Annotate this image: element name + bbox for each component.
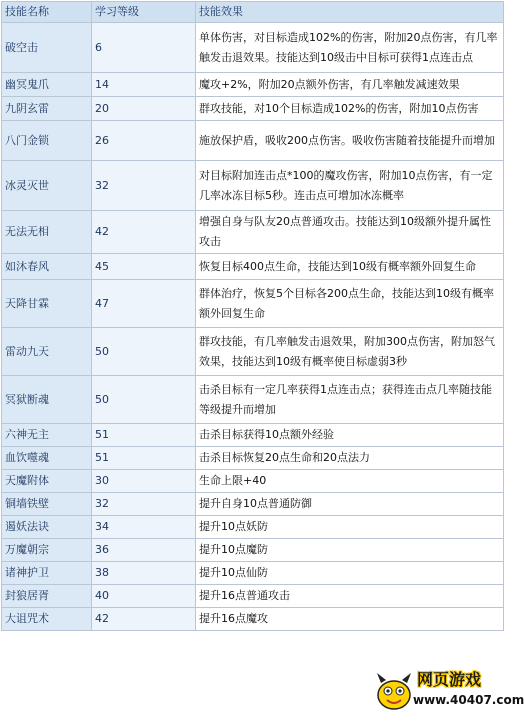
skill-effect-cell: 提升10点妖防 [196,516,504,539]
table-row [2,447,504,470]
table-row [2,376,504,424]
learn-level-cell: 51 [92,424,196,447]
learn-level-cell: 36 [92,539,196,562]
learn-level-cell: 42 [92,211,196,254]
watermark-title: 网页游戏 [417,670,482,689]
table-row [2,254,504,280]
table-row [2,211,504,254]
skill-name-cell: 铜墙铁壁 [2,493,92,516]
skill-effect-cell: 单体伤害，对目标造成102%的伤害，附加20点伤害，有几率触发击退效果。技能达到10级击中目标可获得1点连击点 [196,23,504,73]
skill-name-cell: 六神无主 [2,424,92,447]
learn-level-cell: 50 [92,328,196,376]
table-row [2,23,504,73]
skill-name-cell: 八门金锁 [2,121,92,161]
skill-effect-cell: 提升16点魔攻 [196,608,504,631]
table-row [2,516,504,539]
skill-effect-cell: 魔攻+2%，附加20点额外伤害，有几率触发减速效果 [196,73,504,97]
skill-name-cell: 封狼居胥 [2,585,92,608]
skill-effect-cell: 施放保护盾，吸收200点伤害。吸收伤害随着技能提升而增加 [196,121,504,161]
skill-effect-cell: 恢复目标400点生命，技能达到10级有概率额外回复生命 [196,254,504,280]
skill-effect-cell: 增强自身与队友20点普通攻击。技能达到10级额外提升属性攻击 [196,211,504,254]
skill-effect-cell: 提升16点普通攻击 [196,585,504,608]
skill-name-cell: 诸神护卫 [2,562,92,585]
skill-effect-cell: 击杀目标获得10点额外经验 [196,424,504,447]
learn-level-cell: 6 [92,23,196,73]
skill-name-cell: 破空击 [2,23,92,73]
skill-effect-cell: 提升10点仙防 [196,562,504,585]
header-learn-level: 学习等级 [92,2,196,23]
site-watermark [373,665,524,717]
table-row [2,121,504,161]
learn-level-cell: 20 [92,97,196,121]
table-row [2,424,504,447]
table-row [2,608,504,631]
header-skill-name: 技能名称 [2,2,92,23]
skill-name-cell: 天降甘霖 [2,280,92,328]
table-row [2,73,504,97]
watermark-url: www.40407.com [413,693,524,707]
header-row [2,2,504,23]
learn-level-cell: 34 [92,516,196,539]
skill-name-cell: 幽冥鬼爪 [2,73,92,97]
learn-level-cell: 30 [92,470,196,493]
table-row [2,539,504,562]
table-row [2,493,504,516]
table-row [2,161,504,211]
skill-effect-cell: 对目标附加连击点*100的魔攻伤害，附加10点伤害，有一定几率冰冻目标5秒。连击点可增加冰冻概率 [196,161,504,211]
table-row [2,562,504,585]
skill-name-cell: 天魔附体 [2,470,92,493]
learn-level-cell: 32 [92,161,196,211]
skill-effect-cell: 击杀目标有一定几率获得1点连击点；获得连击点几率随技能等级提升而增加 [196,376,504,424]
skill-name-cell: 如沐春风 [2,254,92,280]
skill-name-cell: 血饮噬魂 [2,447,92,470]
skill-effect-cell: 提升自身10点普通防御 [196,493,504,516]
skill-effect-cell: 生命上限+40 [196,470,504,493]
skill-effect-cell: 提升10点魔防 [196,539,504,562]
learn-level-cell: 32 [92,493,196,516]
skill-name-cell: 万魔朝宗 [2,539,92,562]
cartoon-mascot-logo-icon [373,669,415,713]
skill-name-cell: 雷动九天 [2,328,92,376]
header-skill-effect: 技能效果 [196,2,504,23]
table-row [2,97,504,121]
learn-level-cell: 45 [92,254,196,280]
learn-level-cell: 47 [92,280,196,328]
learn-level-cell: 26 [92,121,196,161]
skill-name-cell: 无法无相 [2,211,92,254]
table-row [2,585,504,608]
table-row [2,470,504,493]
learn-level-cell: 42 [92,608,196,631]
skill-name-cell: 冰灵灭世 [2,161,92,211]
skill-effect-cell: 群体治疗，恢复5个目标各200点生命，技能达到10级有概率额外回复生命 [196,280,504,328]
skill-name-cell: 冥狱断魂 [2,376,92,424]
learn-level-cell: 14 [92,73,196,97]
learn-level-cell: 50 [92,376,196,424]
learn-level-cell: 38 [92,562,196,585]
skill-effect-cell: 击杀目标恢复20点生命和20点法力 [196,447,504,470]
skill-table [1,1,504,631]
skill-effect-cell: 群攻技能，对10个目标造成102%的伤害，附加10点伤害 [196,97,504,121]
skill-name-cell: 大诅咒术 [2,608,92,631]
table-row [2,280,504,328]
skill-name-cell: 九阴玄雷 [2,97,92,121]
skill-effect-cell: 群攻技能，有几率触发击退效果，附加300点伤害，附加怒气效果，技能达到10级有概率使目标虚弱3秒 [196,328,504,376]
learn-level-cell: 40 [92,585,196,608]
table-row [2,328,504,376]
skill-name-cell: 遏妖法诀 [2,516,92,539]
learn-level-cell: 51 [92,447,196,470]
